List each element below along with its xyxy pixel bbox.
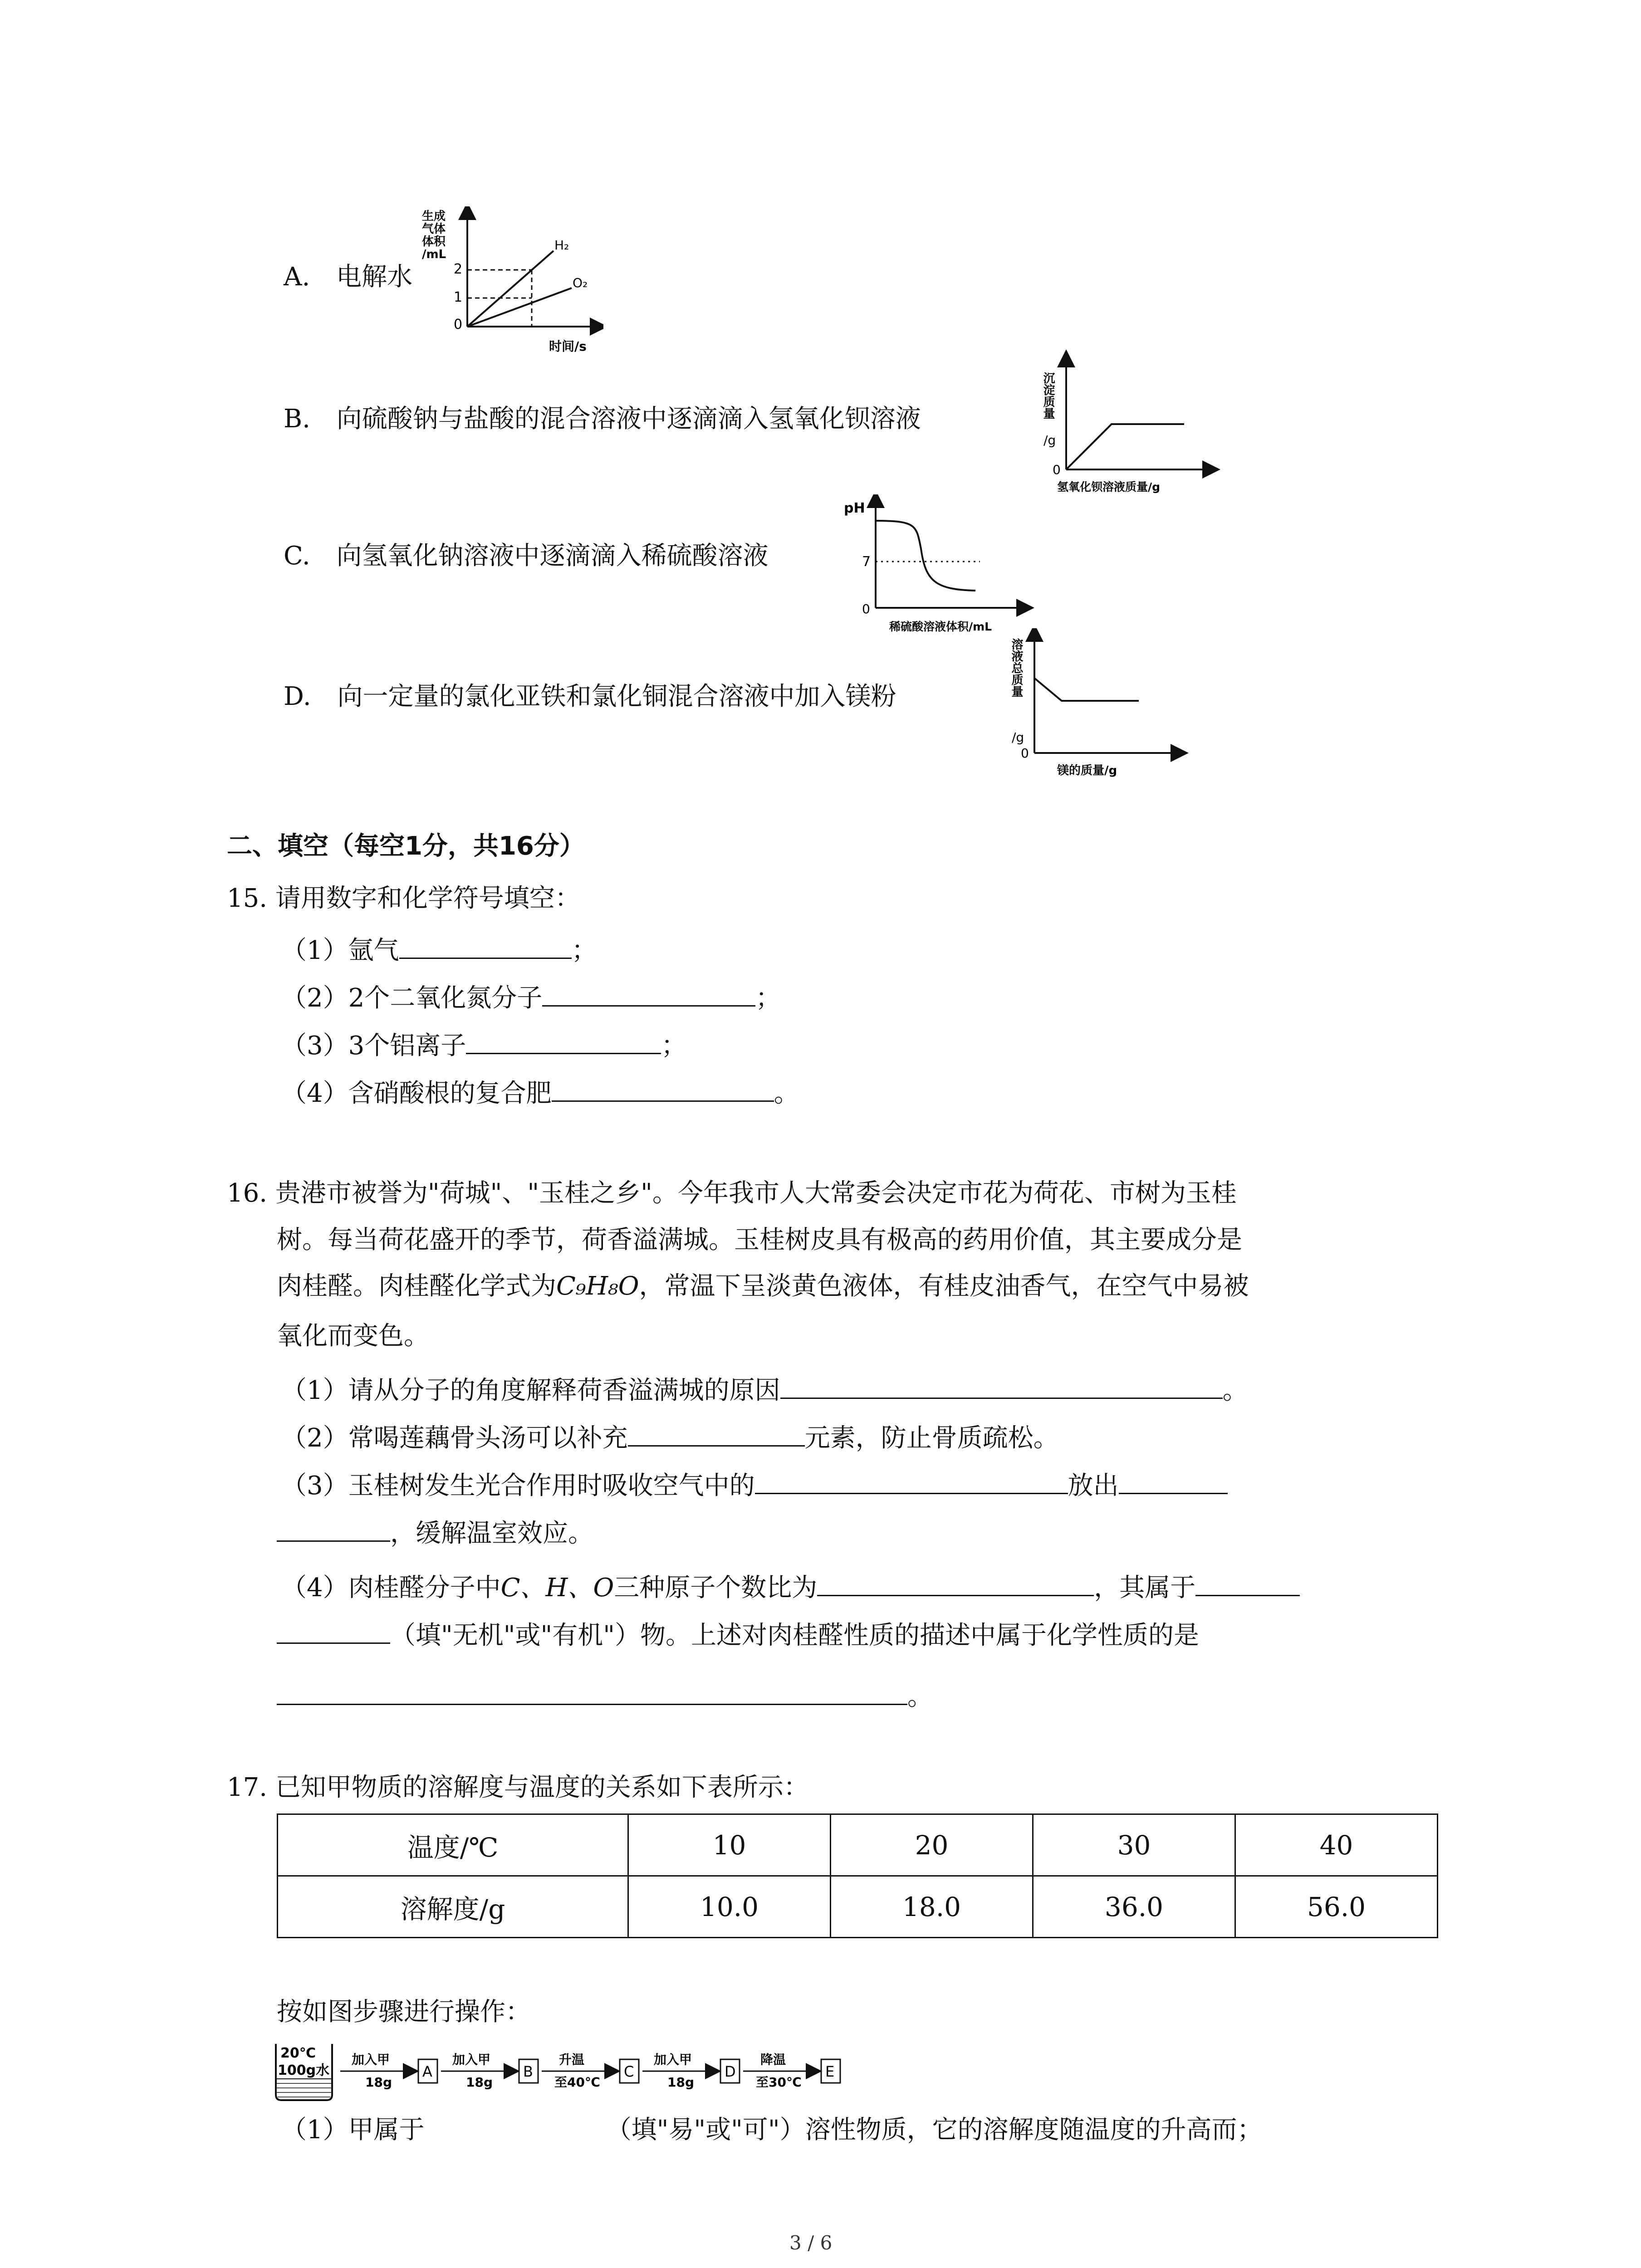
graph-b-curve [1066, 424, 1184, 469]
q16-p3-blank-2b[interactable] [277, 1515, 390, 1542]
q16-line3-b: ，常温下呈淡黄色液体，有桂皮油香气，在空气中易被 [639, 1271, 1249, 1301]
flow-box-a-label: A [422, 2063, 432, 2080]
q15-p2-blank[interactable] [542, 980, 755, 1007]
q16-p4-c: ，其属于 [1094, 1573, 1196, 1603]
table-head-temp: 温度/℃ [278, 1814, 628, 1876]
flow-step-5-bot: 至30℃ [756, 2075, 802, 2090]
q16-part-2 [281, 1420, 1059, 1455]
q16-line-4: 氧化而变色。 [277, 1321, 429, 1351]
q15-p2-end: ； [755, 983, 781, 1013]
graph-a-h2-line [467, 251, 554, 327]
q15-part-3 [281, 1027, 686, 1062]
flow-step-3-bot: 至40℃ [554, 2075, 600, 2090]
flow-box-c-label: C [624, 2063, 634, 2080]
graph-d-xlabel: 镁的质量/g [1057, 764, 1117, 777]
graph-c-xlabel: 稀硫酸溶液体积/mL [889, 620, 992, 633]
graph-b-precipitate [1030, 349, 1230, 499]
q16-part-4-cont [277, 1617, 1199, 1652]
graph-a-electrolysis [408, 206, 603, 356]
q16-part-3 [281, 1467, 1228, 1502]
flow-box-b-label: B [523, 2063, 533, 2080]
q16-p3-blank-2a[interactable] [1119, 1467, 1228, 1494]
table-cell: 30 [1033, 1814, 1235, 1876]
flow-step-2-top: 加入甲 [452, 2052, 491, 2067]
flow-step-1-top: 加入甲 [352, 2052, 390, 2067]
graph-a-y2: 2 [454, 261, 463, 277]
option-b-desc: 向硫酸钠与盐酸的混合溶液中逐滴滴入氢氧化钡溶液 [336, 404, 921, 434]
page-number: 3 / 6 [789, 2232, 833, 2254]
q16-p2-blank[interactable] [628, 1420, 805, 1447]
q16-line-3 [277, 1270, 1249, 1303]
q16-part-4 [281, 1569, 1300, 1604]
q16-p4-a: （4）肉桂醛分子中 [281, 1573, 501, 1603]
q16-part-4-last [277, 1678, 933, 1713]
graph-c-seven: 7 [862, 554, 871, 570]
option-b-label: B. [284, 404, 310, 434]
q16-line-1: 16. 贵港市被誉为"荷城"、"玉桂之乡"。今年我市人大常委会决定市花为荷花、市树为玉桂 [227, 1178, 1237, 1208]
q16-p2-b: 元素，防止骨质疏松。 [804, 1423, 1059, 1453]
flow-step-5-top: 降温 [760, 2052, 786, 2067]
q16-line-2: 树。每当荷花盛开的季节，荷香溢满城。玉桂树皮具有极高的药用价值，其主要成分是 [277, 1225, 1242, 1255]
q16-p3-c: ，缓解温室效应。 [390, 1519, 593, 1548]
flow-step-3-top: 升温 [559, 2052, 585, 2067]
q16-p4-d: （填"无机"或"有机"）物。上述对肉桂醛性质的描述中属于化学性质的是 [390, 1621, 1200, 1650]
q17-steps-intro: 按如图步骤进行操作： [277, 1997, 531, 2027]
graph-c-curve [876, 521, 975, 591]
q15-p1-blank[interactable] [399, 932, 572, 959]
flow-box-e-label: E [825, 2063, 835, 2080]
table-cell: 10 [628, 1814, 831, 1876]
q15-p4-end: 。 [774, 1079, 799, 1108]
graph-a-xlabel: 时间/s [549, 339, 587, 354]
q15-p4-text: （4）含硝酸根的复合肥 [281, 1079, 552, 1108]
q15-p1-end: ； [571, 936, 597, 965]
graph-a-origin: 0 [454, 317, 463, 332]
q17-p1-a: （1）甲属于 [281, 2115, 425, 2145]
flow-step-2-bot: 18g [466, 2075, 493, 2090]
q16-p4-atoms: C、H、O [500, 1573, 614, 1603]
table-cell: 10.0 [628, 1876, 831, 1938]
table-cell: 40 [1235, 1814, 1438, 1876]
q15-part-1 [281, 932, 597, 967]
option-d-desc: 向一定量的氯化亚铁和氯化铜混合溶液中加入镁粉 [337, 682, 896, 711]
graph-c-origin: 0 [862, 601, 870, 616]
q16-formula: C₉H₈O [556, 1271, 639, 1301]
q15-p2-text: （2）2个二氧化氮分子 [281, 983, 543, 1013]
q15-part-2 [281, 980, 781, 1015]
q16-p3-a: （3）玉桂树发生光合作用时吸收空气中的 [281, 1471, 755, 1501]
q15-p3-text: （3）3个铝离子 [281, 1031, 466, 1061]
option-c-text [284, 540, 768, 572]
q15-p3-blank[interactable] [466, 1027, 661, 1054]
q16-p4-blank-1[interactable] [817, 1569, 1094, 1596]
q16-p4-blank-2b[interactable] [277, 1617, 390, 1644]
q15-p3-end: ； [661, 1031, 687, 1061]
q16-p1-blank[interactable] [780, 1372, 1223, 1399]
graph-d-ylabel: 溶液总质量 [1009, 638, 1023, 697]
section-2-title: 二、填空（每空1分，共16分） [227, 831, 585, 861]
option-d-label: D. [284, 682, 311, 711]
graph-a-o2-line [467, 288, 572, 327]
flow-step-4-top: 加入甲 [654, 2052, 692, 2067]
q16-p4-end: 。 [907, 1682, 933, 1711]
q16-p4-blank-3[interactable] [277, 1678, 907, 1705]
graph-b-xlabel: 氢氧化钡溶液质量/g [1057, 480, 1161, 494]
q16-p4-blank-2a[interactable] [1195, 1569, 1300, 1596]
q16-p2-a: （2）常喝莲藕骨头汤可以补充 [281, 1423, 628, 1453]
option-c-label: C. [284, 541, 310, 571]
graph-d-solution-mass [998, 628, 1198, 778]
table-head-solubility: 溶解度/g [278, 1876, 628, 1938]
option-b-text [284, 403, 921, 435]
option-a-text [284, 261, 412, 293]
table-cell: 18.0 [831, 1876, 1033, 1938]
q16-part-1 [281, 1372, 1248, 1407]
table-cell: 36.0 [1033, 1876, 1235, 1938]
graph-c-ph [844, 494, 1034, 640]
table-row [278, 1876, 1438, 1938]
graph-b-yunit: /g [1043, 433, 1056, 448]
graph-d-origin: 0 [1021, 746, 1029, 761]
q17-stem: 17. 已知甲物质的溶解度与温度的关系如下表所示： [227, 1773, 809, 1802]
option-a-desc: 电解水 [336, 262, 413, 292]
q17-flow-diagram [272, 2036, 944, 2104]
graph-a-ylabel-4: /mL [422, 248, 446, 261]
table-cell: 20 [831, 1814, 1033, 1876]
graph-b-origin: 0 [1053, 462, 1061, 477]
flow-step-1-bot: 18g [365, 2075, 392, 2090]
graph-a-h2-label: H₂ [554, 238, 569, 253]
table-cell: 56.0 [1235, 1876, 1438, 1938]
q16-line3-a: 肉桂醛。肉桂醛化学式为 [277, 1271, 556, 1301]
flow-step-4-bot: 18g [667, 2075, 695, 2090]
graph-a-y1: 1 [454, 289, 463, 305]
q15-p4-blank[interactable] [552, 1075, 774, 1102]
graph-c-ylabel: pH [844, 500, 865, 516]
option-c-desc: 向氢氧化钠溶液中逐滴滴入稀硫酸溶液 [336, 541, 769, 571]
graph-a-ylabel-3: 体积 [422, 235, 446, 249]
graph-b-ylabel: 沉淀质量 [1041, 372, 1055, 419]
graph-d-curve [1034, 678, 1139, 701]
graph-d-yunit: /g [1012, 730, 1024, 745]
q16-p1-text: （1）请从分子的角度解释荷香溢满城的原因 [281, 1376, 780, 1405]
solubility-table [277, 1813, 1438, 1938]
flow-box-d-label: D [725, 2063, 736, 2080]
q16-p3-b: 放出 [1068, 1471, 1119, 1501]
q15-part-4 [281, 1075, 799, 1110]
q16-p4-b: 三种原子个数比为 [614, 1573, 818, 1603]
table-row [278, 1814, 1438, 1876]
beaker-water-hatch [277, 2083, 331, 2097]
q15-p1-text: （1）氩气 [281, 936, 399, 965]
q17-part-1 [281, 2114, 1263, 2146]
q16-part-3-cont [277, 1515, 593, 1550]
graph-a-ylabel-1: 生成 [422, 210, 446, 223]
graph-a-o2-label: O₂ [573, 275, 588, 290]
q16-p3-blank-1[interactable] [755, 1467, 1068, 1494]
q17-p1-b: （填"易"或"可"）溶性物质，它的溶解度随温度的升高而； [606, 2115, 1263, 2145]
option-d-text [284, 680, 896, 713]
graph-a-ylabel-2: 气体 [422, 222, 446, 236]
q16-p1-end: 。 [1222, 1376, 1248, 1405]
beaker-temp: 20℃ [280, 2045, 316, 2061]
option-a-label: A. [284, 262, 310, 292]
beaker-water: 100g水 [278, 2063, 330, 2078]
q15-stem: 15. 请用数字和化学符号填空： [227, 884, 580, 913]
